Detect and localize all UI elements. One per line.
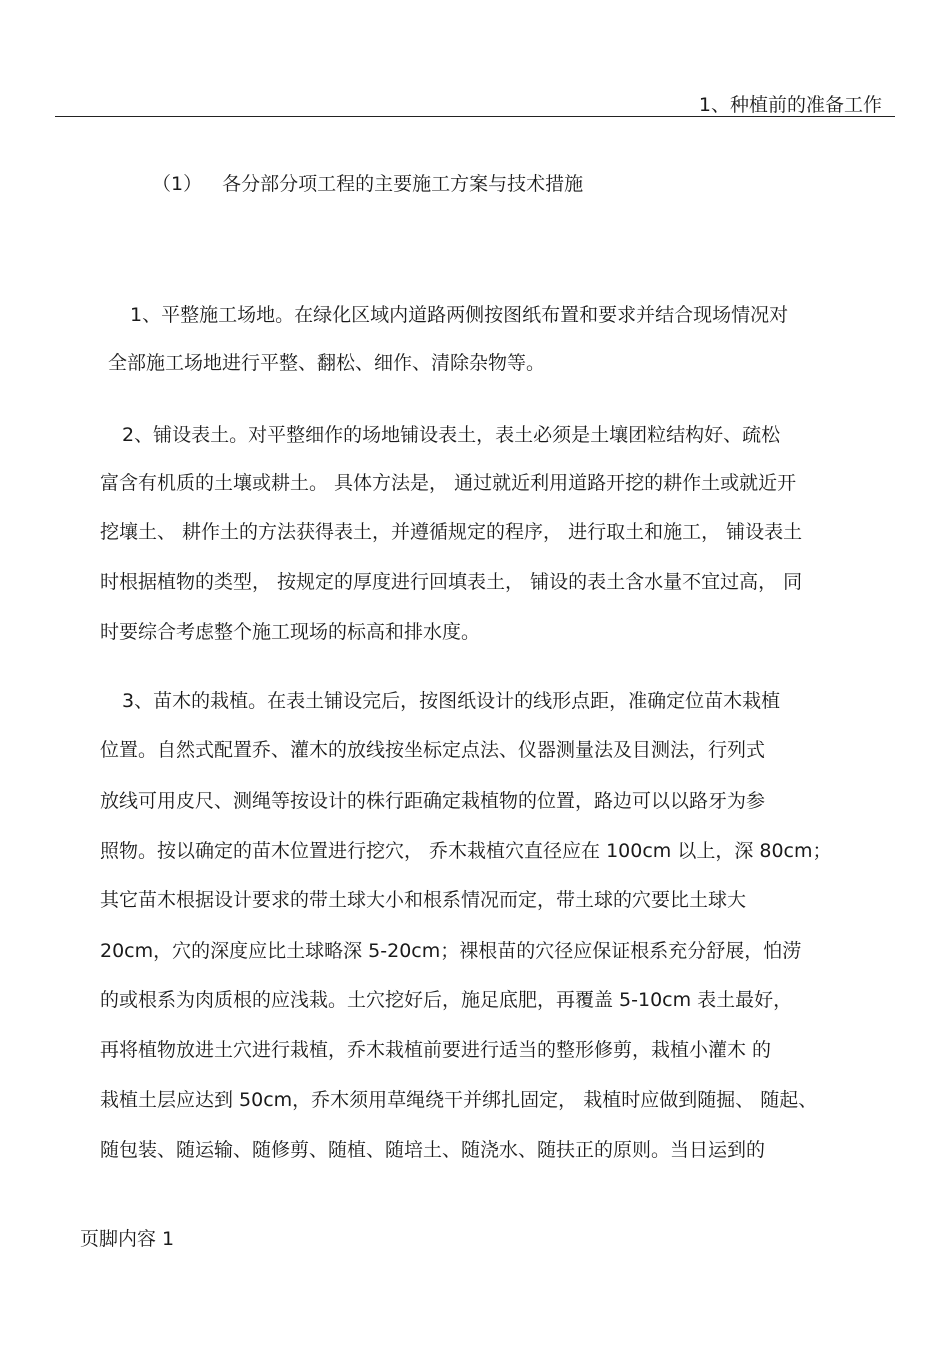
paragraph-3-line-2: 位置。自然式配置乔、灌木的放线按坐标定点法、仪器测量法及目测法，行列式 [100, 739, 766, 761]
paragraph-3-line-10: 随包装、随运输、随修剪、随植、随培土、随浇水、随扶正的原则。当日运到的 [100, 1139, 766, 1161]
paragraph-2-line-4: 时根据植物的类型， 按规定的厚度进行回填表土， 铺设的表土含水量不宜过高， 同 [100, 571, 803, 593]
paragraph-3-line-4: 照物。按以确定的苗木位置进行挖穴， 乔木栽植穴直径应在 100cm 以上，深 80cm； [100, 840, 832, 862]
paragraph-3-line-9: 栽植土层应达到 50cm，乔木须用草绳绕干并绑扎固定， 栽植时应做到随掘、 随起、 [100, 1089, 818, 1111]
section-heading [152, 169, 583, 196]
paragraph-3-line-8: 再将植物放进土穴进行栽植，乔木栽植前要进行适当的整形修剪，栽植小灌木 的 [100, 1039, 772, 1061]
paragraph-3-line-6: 20cm，穴的深度应比土球略深 5-20cm；裸根苗的穴径应保证根系充分舒展，怕涝 [100, 940, 802, 962]
page-footer: 页脚内容 1 [80, 1228, 175, 1250]
paragraph-2-line-3: 挖壤土、 耕作土的方法获得表土，并遵循规定的程序， 进行取土和施工， 铺设表土 [100, 521, 803, 543]
header-divider [55, 116, 895, 117]
section-title: 各分部分项工程的主要施工方案与技术措施 [222, 173, 584, 195]
paragraph-2-line-5: 时要综合考虑整个施工现场的标高和排水度。 [100, 621, 481, 643]
section-number: （1） [152, 173, 203, 195]
paragraph-1-line-2: 全部施工场地进行平整、翻松、细作、清除杂物等。 [108, 352, 546, 374]
paragraph-2-line-2: 富含有机质的土壤或耕土。 具体方法是， 通过就近利用道路开挖的耕作土或就近开 [100, 472, 797, 494]
paragraph-1-line-1: 1、平整施工场地。在绿化区域内道路两侧按图纸布置和要求并结合现场情况对 [130, 304, 789, 326]
page-header-title: 1、种植前的准备工作 [698, 94, 882, 116]
paragraph-3-line-5: 其它苗木根据设计要求的带土球大小和根系情况而定，带土球的穴要比土球大 [100, 889, 747, 911]
paragraph-3-line-3: 放线可用皮尺、测绳等按设计的株行距确定栽植物的位置，路边可以以路牙为参 [100, 790, 766, 812]
paragraph-3-line-7: 的或根系为肉质根的应浅栽。土穴挖好后，施足底肥，再覆盖 5-10cm 表土最好， [100, 989, 793, 1011]
paragraph-3-line-1: 3、苗木的栽植。在表土铺设完后，按图纸设计的线形点距，准确定位苗木栽植 [122, 690, 781, 712]
paragraph-2-line-1: 2、铺设表土。对平整细作的场地铺设表土，表土必须是土壤团粒结构好、疏松 [122, 424, 781, 446]
